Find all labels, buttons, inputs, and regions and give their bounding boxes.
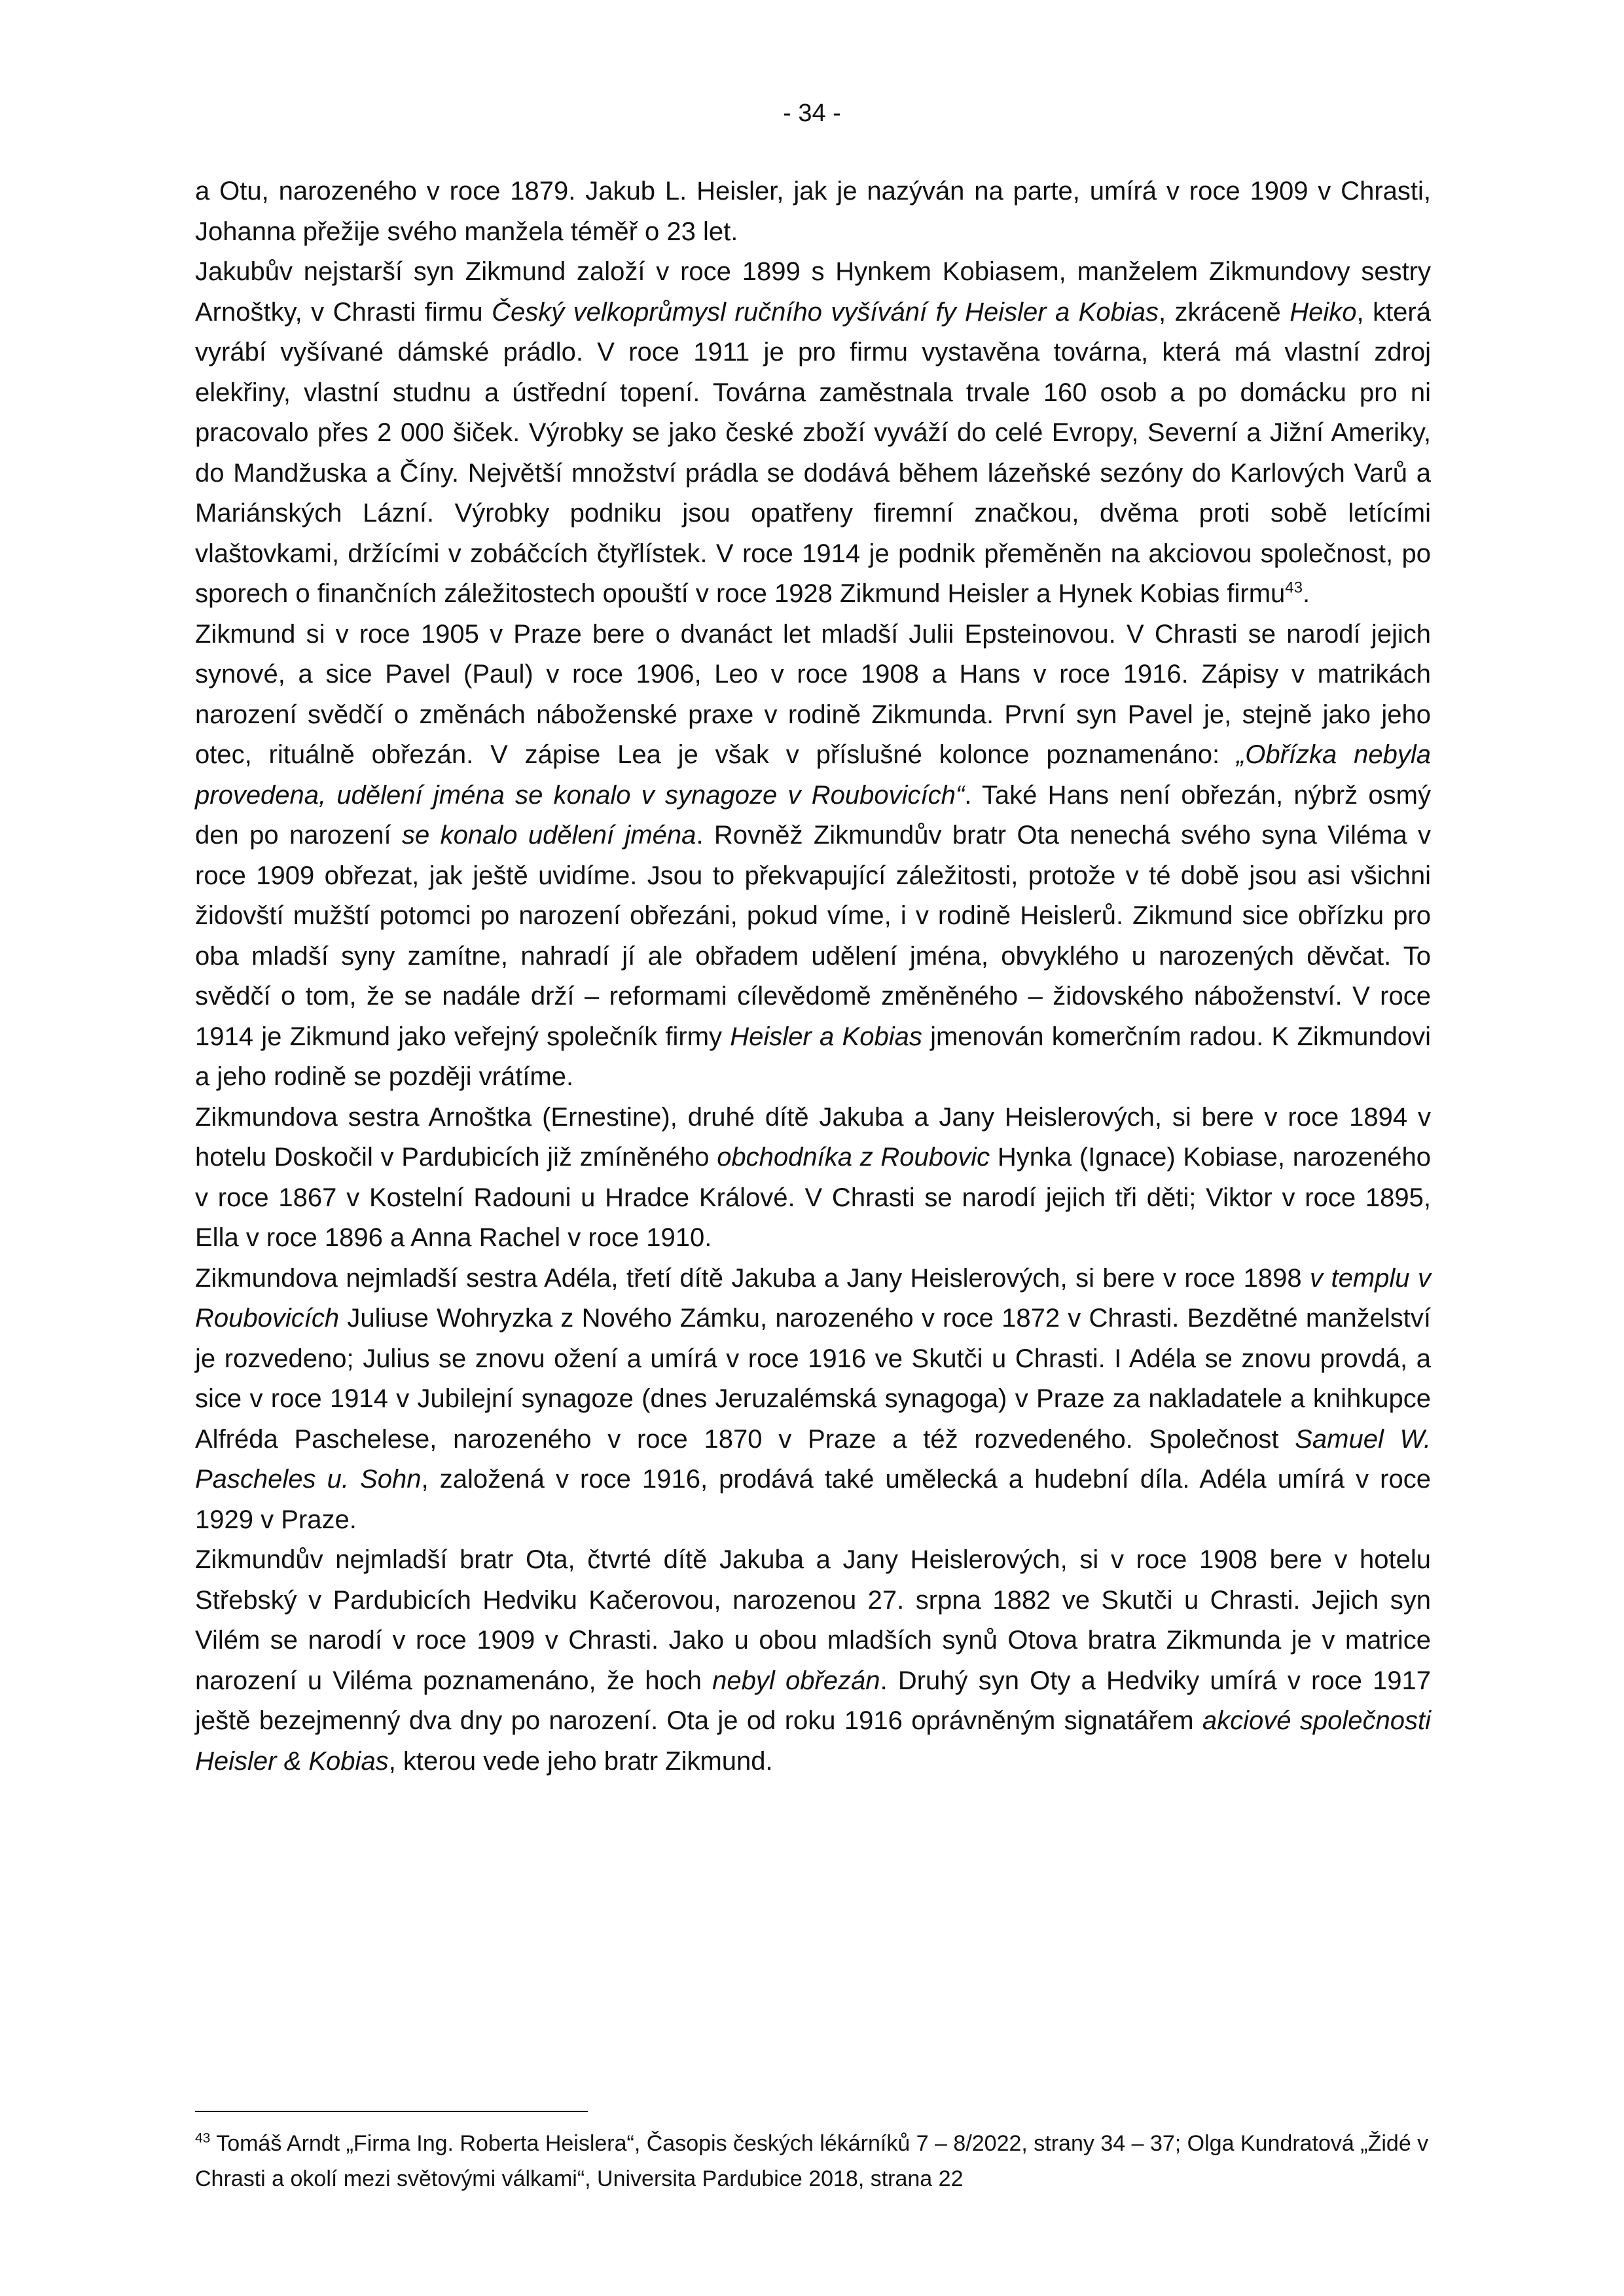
text-run: . [1302, 579, 1310, 608]
paragraph [195, 252, 1431, 615]
italic-text: se konalo udělení jména [402, 821, 696, 850]
text-run: , kterou vede jeho bratr Zikmund. [388, 1746, 773, 1776]
footnote-separator [195, 2111, 588, 2112]
italic-text: v templu v Roubovicích [195, 1263, 1431, 1333]
text-run: . Rovněž Zikmundův bratr Ota nenechá svého syna Viléma v roce 1909 obřezat, jak ještě uvidíme. Jsou to překvapující záležitosti, protože v té době jsou asi všichni židovští mužští potomci po narození obřezáni, pokud víme, i v rodině Heislerů. Zikmund sice obřízku pro oba mladší syny zamítne, nahradí jí ale obřadem udělení jména, obvyklého u narozených děvčat. To svědčí o tom, že se nadále drží – reformami cílevědomě změněného – židovského náboženství. V roce 1914 je Zikmund jako veřejný společník firmy [195, 821, 1432, 1051]
page-number: - 34 - [783, 99, 841, 127]
text-run: Zikmundův nejmladší bratr Ota, čtvrté dítě Jakuba a Jany Heislerových, si v roce 1908 bere v hotelu Střebský v Pardubicích Hedviku Kačerovou, narozenou 27. srpna 1882 ve Skutči u Chrasti. Jejich syn Vilém se narodí v roce 1909 v Chrasti. Jako u obou mladších synů Otova bratra Zikmunda je v matrice narození u Viléma poznamenáno, že hoch [195, 1545, 1431, 1695]
text-run: . Také Hans není obřezán, nýbrž osmý den po narození [195, 780, 1431, 850]
italic-text: akciové společnosti Heisler & Kobias [195, 1706, 1431, 1776]
paragraph [195, 1098, 1431, 1259]
italic-text: „Obřízka nebyla provedena, udělení jména se konalo v synagoze v Roubovicích“ [195, 740, 1431, 810]
paragraph [195, 615, 1431, 1098]
italic-text: Český velkoprůmysl ručního vyšívání fy Heisler a Kobias [492, 297, 1159, 327]
paragraph [195, 1259, 1431, 1541]
paragraph [195, 1540, 1431, 1782]
italic-text: obchodníka z Roubovic [717, 1143, 990, 1172]
text-run: Zikmund si v roce 1905 v Praze bere o dvanáct let mladší Julii Epsteinovou. V Chrasti se narodí jejich synové, a sice Pavel (Paul) v roce 1906, Leo v roce 1908 a Hans v roce 1916. Zápisy v matrikách narození svědčí o změnách náboženské praxe v rodině Zikmunda. První syn Pavel je, stejně jako jeho otec, rituálně obřezán. V zápise Lea je však v příslušné kolonce poznamenáno: [195, 619, 1431, 769]
footnote-43 [195, 2126, 1431, 2197]
text-run: , založená v roce 1916, prodává také umělecká a hudební díla. Adéla umírá v roce 1929 v Praze. [195, 1465, 1431, 1534]
footnotes [195, 2126, 1431, 2197]
text-run: Juliuse Wohryzka z Nového Zámku, narozeného v roce 1872 v Chrasti. Bezdětné manželství je rozvedeno; Julius se znovu ožení a umírá v roce 1916 ve Skutči u Chrasti. I Adéla se znovu provdá, a sice v roce 1914 v Jubilejní synagoze (dnes Jeruzalémská synagoga) v Praze za nakladatele a knihkupce Alfréda Paschelese, narozeného v roce 1870 v Praze a též rozvedeného. Společnost [195, 1304, 1431, 1454]
text-run: Hynka (Ignace) Kobiase, narozeného v roce 1867 v Kostelní Radouni u Hradce Králové. V Chrasti se narodí jejich tři děti; Viktor v roce 1895, Ella v roce 1896 a Anna Rachel v roce 1910. [195, 1143, 1431, 1252]
footnote-reference: 43 [1285, 579, 1303, 597]
text-run: jmenován komerčním radou. K Zikmundovi a jeho rodině se později vrátíme. [195, 1022, 1431, 1091]
paragraph [195, 171, 1431, 252]
text-run: Zikmundova nejmladší sestra Adéla, třetí dítě Jakuba a Jany Heislerových, si bere v roce 1898 [195, 1263, 1310, 1293]
text-run: Jakubův nejstarší syn Zikmund založí v roce 1899 s Hynkem Kobiasem, manželem Zikmundovy sestry Arnoštky, v Chrasti firmu [195, 257, 1431, 327]
text-run: . Druhý syn Oty a Hedviky umírá v roce 1917 ještě bezejmenný dva dny po narození. Ota je od roku 1916 oprávněným signatářem [195, 1666, 1431, 1735]
body-text [195, 171, 1431, 1782]
text-run: , která vyrábí vyšívané dámské prádlo. V roce 1911 je pro firmu vystavěna továrna, která má vlastní zdroj elekřiny, vlastní studnu a ústřední topení. Továrna zaměstnala trvale 160 osob a po domácku pro ni pracovalo přes 2 000 šiček. Výrobky se jako české zboží vyváží do celé Evropy, Severní a Jižní Ameriky, do Mandžuska a Číny. Největší množství prádla se dodává během lázeňské sezóny do Karlových Varů a Mariánských Lázní. Výrobky podniku jsou opatřeny firemní značkou, dvěma proti sobě letícími vlaštovkami, držícími v zobáčcích čtyřlístek. V roce 1914 je podnik přeměněn na akciovou společnost, po sporech o finančních záležitostech opouští v roce 1928 Zikmund Heisler a Hynek Kobias firmu [195, 297, 1431, 608]
italic-text: Heiko [1290, 297, 1357, 327]
footnote-marker: 43 [195, 2130, 211, 2146]
text-run: Zikmundova sestra Arnoštka (Ernestine), druhé dítě Jakuba a Jany Heislerových, si bere v roce 1894 v hotelu Doskočil v Pardubicích již zmíněného [195, 1102, 1431, 1172]
italic-text: Samuel W. Pascheles u. Sohn [195, 1424, 1431, 1494]
italic-text: Heisler a Kobias [730, 1022, 922, 1051]
footnote-text: Tomáš Arndt „Firma Ing. Roberta Heislera“, Časopis českých lékárníků 7 – 8/2022, strany 34 – 37; Olga Kundratová „Židé v Chrasti a okolí mezi světovými válkami“, Universita Pardubice 2018, strana 22 [195, 2131, 1429, 2191]
italic-text: nebyl obřezán [712, 1666, 880, 1695]
text-run: a Otu, narozeného v roce 1879. Jakub L. Heisler, jak je nazýván na parte, umírá v roce 1909 v Chrasti, Johanna přežije svého manžela téměř o 23 let. [195, 177, 1431, 246]
text-run: , zkráceně [1158, 297, 1290, 327]
